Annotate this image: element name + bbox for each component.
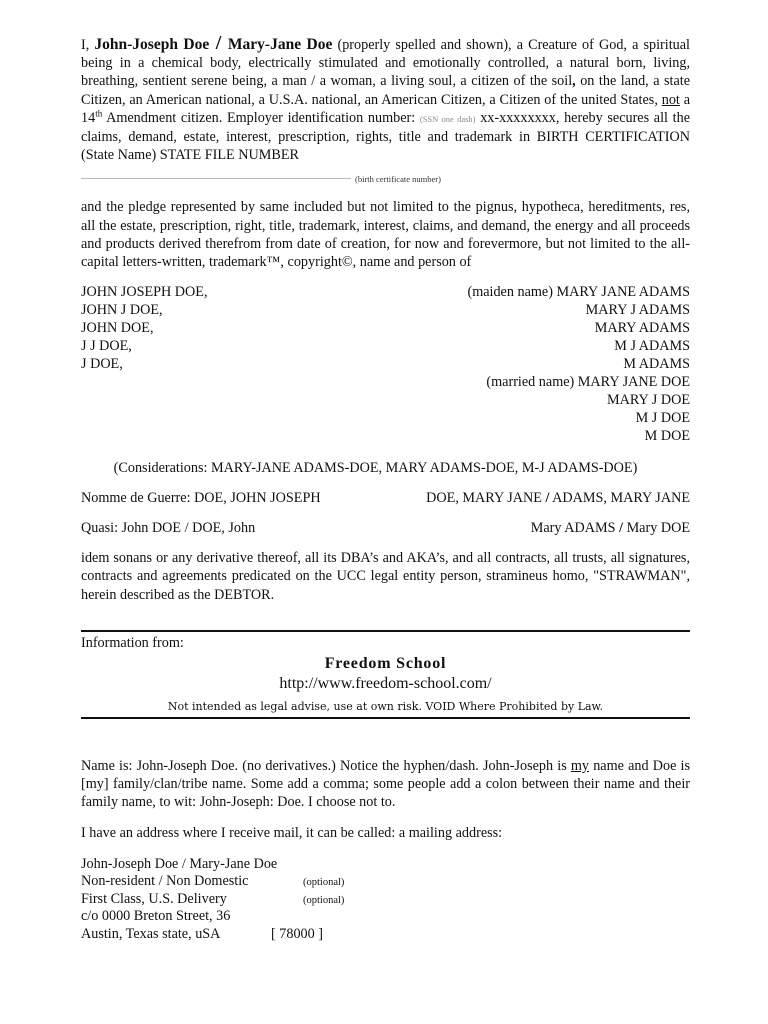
name-right: M J DOE bbox=[635, 410, 690, 427]
ssn-note: (SSN one dash) bbox=[419, 113, 476, 124]
quasi-left: Quasi: John DOE / DOE, John bbox=[81, 520, 256, 537]
address-line-5-row bbox=[81, 926, 690, 944]
nomme-slash: / bbox=[545, 490, 550, 507]
idem-paragraph: idem sonans or any derivative thereof, all its DBA’s and AKA’s, and all contracts, all trusts, all signatures, contracts and agreements predicated on the UCC legal entity person, stramineus homo, "STRAWMAN", herein described as the DEBTOR. bbox=[81, 550, 690, 603]
name-right: MARY ADAMS bbox=[594, 320, 690, 337]
intro-text-3: a 14 bbox=[81, 91, 690, 126]
name-left: JOHN DOE, bbox=[81, 320, 154, 337]
nomme-de-guerre-row bbox=[81, 489, 690, 507]
name-is-paragraph bbox=[81, 757, 690, 812]
name-right: (married name) MARY JANE DOE bbox=[486, 374, 690, 391]
intro-text-5: xx-xxxxxxxx, hereby secures all the claims, demand, estate, interest, prescription, rights, title and trademark in BIRTH CERTIFICATION (State Name) STATE FILE NUMBER bbox=[81, 109, 691, 164]
nomme-left: Nomme de Guerre: DOE, JOHN JOSEPH bbox=[81, 490, 321, 507]
address-line-4: c/o 0000 Breton Street, 36 bbox=[81, 908, 231, 925]
address-line-2: Non-resident / Non Domestic bbox=[81, 873, 249, 890]
intro-not: not bbox=[661, 91, 680, 108]
address-line-5: Austin, Texas state, uSA bbox=[81, 925, 221, 942]
quasi-right-b: Mary DOE bbox=[623, 520, 690, 537]
intro-text-4: Amendment citizen. Employer identification number: bbox=[102, 109, 420, 126]
names-block bbox=[81, 283, 690, 445]
name-is-my: my bbox=[570, 757, 590, 774]
address-zip: [ 78000 ] bbox=[271, 925, 324, 942]
pledge-paragraph: and the pledge represented by same included but not limited to the pignus, hypotheca, hereditments, res, all the estate, prescription, right, title, trademark, interest, claims, and demand, the energy and all proceeds and products derived therefrom from date of creation, for now and forevermore, but not limited to the all-capital letters-written, trademark™, copyright©, name and person of bbox=[81, 199, 690, 271]
document-page bbox=[81, 34, 690, 943]
birth-certificate-line bbox=[81, 174, 690, 188]
name-right: M J ADAMS bbox=[614, 338, 690, 355]
address-line-3-optional: (optional) bbox=[303, 894, 345, 906]
mailing-address bbox=[81, 856, 690, 944]
name-john-joseph: John-Joseph Doe bbox=[94, 36, 210, 53]
name-left: JOHN JOSEPH DOE, bbox=[81, 284, 208, 301]
info-box bbox=[81, 630, 690, 719]
name-mary-jane: Mary-Jane Doe bbox=[227, 36, 333, 53]
address-line-1: John-Joseph Doe / Mary-Jane Doe bbox=[81, 855, 278, 872]
birth-certificate-rule bbox=[81, 178, 351, 179]
address-line-2-optional: (optional) bbox=[303, 877, 345, 889]
quasi-right-a: Mary ADAMS bbox=[530, 520, 620, 537]
address-line-3-row bbox=[81, 891, 690, 909]
intro-i: I, bbox=[81, 37, 95, 53]
name-right: (maiden name) MARY JANE ADAMS bbox=[467, 284, 690, 301]
names-right-column bbox=[467, 283, 690, 445]
intro-text-2: on the land, a state Citizen, an American national, a U.S.A. national, an American Citizen, a Citizen of the united States, bbox=[81, 73, 691, 108]
address-intro: I have an address where I receive mail, it can be called: a mailing address: bbox=[81, 825, 503, 842]
name-right: M DOE bbox=[644, 428, 690, 445]
quasi-right bbox=[531, 519, 690, 537]
name-right: MARY J DOE bbox=[606, 392, 690, 409]
intro-comma: , bbox=[572, 73, 576, 90]
quasi-slash: / bbox=[619, 520, 624, 537]
intro-th: th bbox=[95, 108, 103, 119]
birth-certificate-label: (birth certificate number) bbox=[355, 174, 441, 185]
name-right: MARY J ADAMS bbox=[585, 302, 690, 319]
quasi-row bbox=[81, 519, 690, 537]
names-left-column bbox=[81, 283, 208, 445]
nomme-right-a: DOE, MARY JANE bbox=[426, 490, 546, 507]
address-line-3: First Class, U.S. Delivery bbox=[81, 890, 227, 907]
info-from-label: Information from: bbox=[81, 634, 184, 651]
name-is-a: Name is: John-Joseph Doe. (no derivatives.) Notice the hyphen/dash. John-Joseph is bbox=[81, 757, 571, 774]
name-slash: / bbox=[209, 32, 228, 54]
intro-paragraph bbox=[81, 34, 690, 164]
name-right: M ADAMS bbox=[623, 356, 690, 373]
name-left: J J DOE, bbox=[81, 338, 132, 355]
freedom-school-title: Freedom School bbox=[324, 654, 447, 672]
freedom-school-url: http://www.freedom-school.com/ bbox=[279, 674, 492, 692]
disclaimer: Not intended as legal advise, use at own risk. VOID Where Prohibited by Law. bbox=[167, 699, 604, 713]
address-line-2-row bbox=[81, 873, 690, 891]
name-left: JOHN J DOE, bbox=[81, 302, 163, 319]
nomme-right-b: ADAMS, MARY JANE bbox=[549, 490, 690, 507]
nomme-right bbox=[426, 489, 690, 507]
name-is-b: name and Doe is [my] family/clan/tribe name. Some add a comma; some people add a colon between their name and their family name, to wit: John-Joseph: Doe. I choose not to. bbox=[81, 757, 691, 811]
intro-text-1: (properly spelled and shown), a Creature of God, a spiritual being in a chemical body, electrically stimulated and emotionally controlled, a natural born, living, breathing, sentient serene being, a man / a woman, a living soul, a citizen of the soil bbox=[81, 37, 690, 90]
name-left: J DOE, bbox=[81, 356, 123, 373]
considerations: (Considerations: MARY-JANE ADAMS-DOE, MARY ADAMS-DOE, M-J ADAMS-DOE) bbox=[113, 460, 638, 477]
